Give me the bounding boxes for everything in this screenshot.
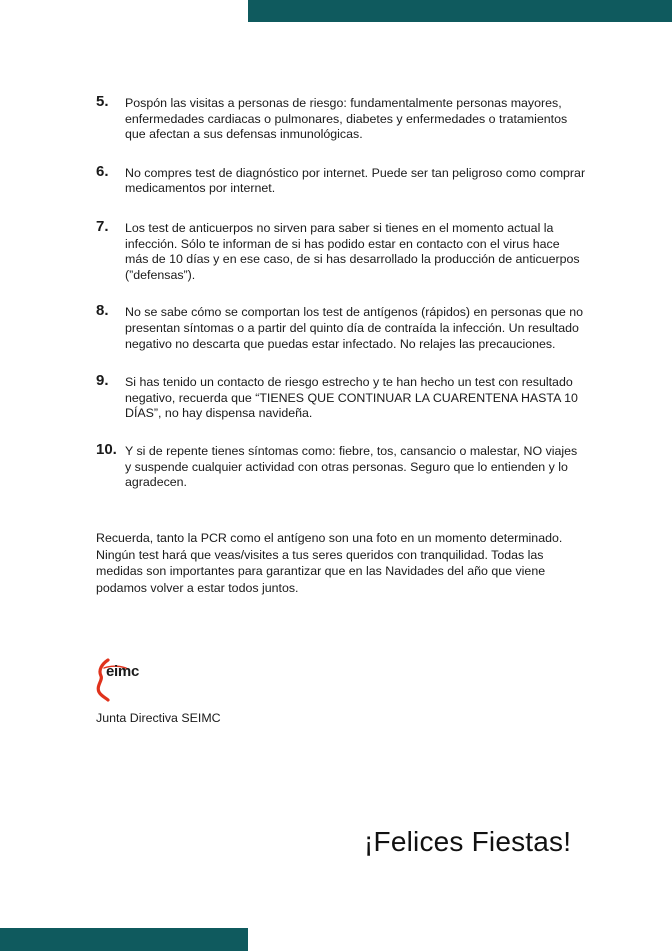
item-number: 10. — [96, 440, 117, 458]
item-number: 8. — [96, 302, 109, 320]
item-number: 9. — [96, 372, 109, 390]
closing-paragraph: Recuerda, tanto la PCR como el antígeno son una foto en un momento determinado. Ningún test hará que veas/visites a tus seres queridos con tranquilidad. Todas las medidas son importantes para garantizar que en las Navidades del año que viene podamos volver a estar todos juntos. — [96, 531, 563, 595]
signature: Junta Directiva SEIMC — [96, 711, 221, 725]
item-number: 7. — [96, 217, 109, 235]
list-item — [96, 217, 586, 283]
list-item — [96, 372, 586, 422]
item-text: Los test de anticuerpos no sirven para saber si tienes en el momento actual la infección. Sólo te informan de si has podido estar en contacto con el virus hace más de 10 días y en ese caso, de si has desarrollado la producción de anticuerpos (”defensas”). — [125, 220, 580, 282]
list-item — [96, 93, 586, 143]
list-item — [96, 302, 586, 352]
top-accent-bar — [248, 0, 672, 22]
item-number: 5. — [96, 93, 109, 110]
item-text: No compres test de diagnóstico por internet. Puede ser tan peligroso como comprar medicamentos por internet. — [125, 165, 586, 196]
greeting-title: ¡Felices Fiestas! — [364, 826, 572, 857]
item-number: 6. — [96, 162, 109, 180]
list-item — [96, 440, 586, 491]
logo-text: eimc — [106, 663, 139, 680]
item-text: Si has tenido un contacto de riesgo estrecho y te han hecho un test con resultado negativo, recuerda que “TIENES QUE CONTINUAR LA CUARENTENA HASTA 10 DÍAS”, no hay dispensa navideña. — [125, 375, 578, 421]
list-item — [96, 162, 586, 197]
item-text: Pospón las visitas a personas de riesgo: fundamentalmente personas mayores, enfermedades cardiacas o pulmonares, diabetes y enfermedades o tratamientos que afectan a sus defensas inmunológicas. — [125, 96, 568, 142]
recommendations-list — [96, 93, 586, 491]
item-text: Y si de repente tienes síntomas como: fiebre, tos, cansancio o malestar, NO viajes y suspende cualquier actividad con otras personas. Seguro que lo entienden y lo agradecen. — [125, 443, 578, 490]
item-text: No se sabe cómo se comportan los test de antígenos (rápidos) en personas que no presentan síntomas o a partir del quinto día de contraída la infección. Un resultado negativo no descarta que puedas estar infectado. No relajes las precauciones. — [125, 305, 584, 351]
seimc-logo — [92, 658, 162, 702]
bottom-accent-bar — [0, 928, 248, 951]
